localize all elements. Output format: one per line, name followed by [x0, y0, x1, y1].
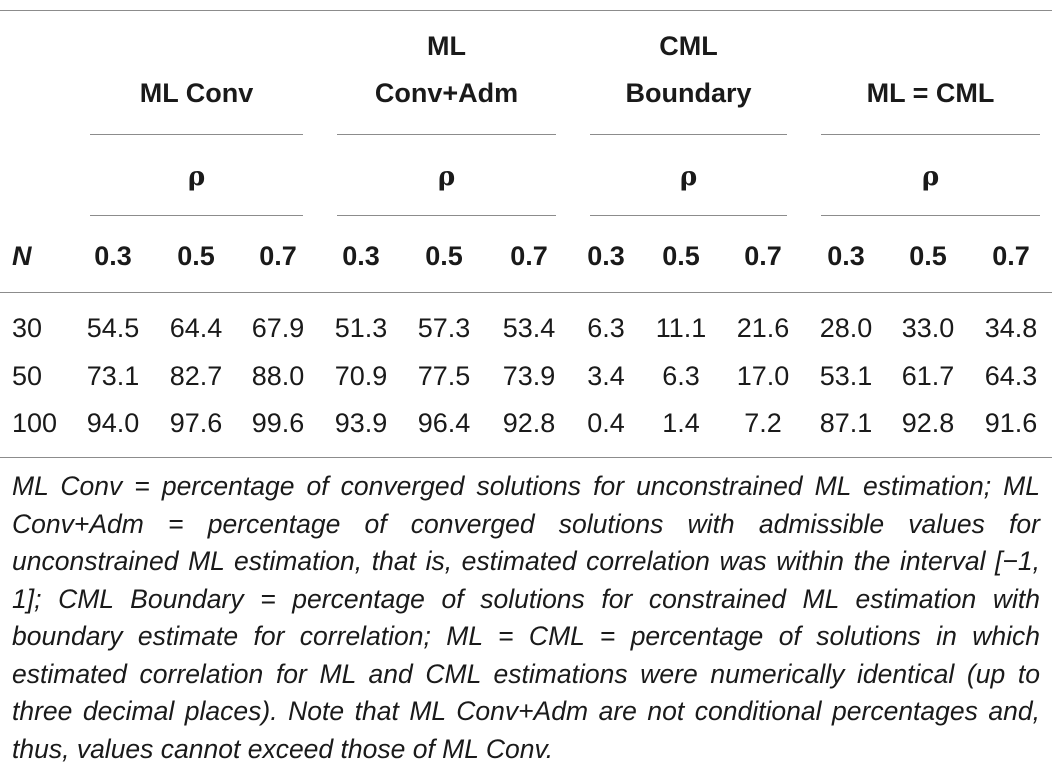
rho-rule-cml-boundary: [590, 215, 787, 216]
table-cell: 91.6: [984, 408, 1038, 438]
rho-rule-ml-eq-cml: [821, 215, 1040, 216]
table-cell: 97.6: [169, 408, 223, 438]
table-cell: 0.4: [587, 408, 625, 438]
rho-rule-ml-conv-adm: [337, 215, 556, 216]
table-cell: 73.9: [502, 361, 556, 391]
row-n-label: 30: [12, 313, 43, 343]
table-cell: 92.8: [901, 408, 955, 438]
table-cell: 6.3: [662, 361, 700, 391]
table-cell: 82.7: [169, 361, 223, 391]
rho-subheader: ρ: [187, 162, 206, 192]
table-cell: 6.3: [587, 313, 625, 343]
rho-value-header: 0.5: [425, 241, 463, 271]
table-cell: 92.8: [502, 408, 556, 438]
group-rule-ml-eq-cml: [821, 134, 1040, 135]
row-n-label: 100: [12, 408, 58, 438]
rho-value-header: 0.7: [510, 241, 548, 271]
table-cell: 21.6: [736, 313, 790, 343]
table-cell: 28.0: [819, 313, 873, 343]
group-title-ml-conv-adm: ML Conv+Adm: [374, 31, 519, 108]
rho-value-header: 0.5: [662, 241, 700, 271]
table-cell: 77.5: [417, 361, 471, 391]
rho-value-header: 0.7: [259, 241, 297, 271]
rho-value-header: 0.3: [827, 241, 865, 271]
table-cell: 88.0: [251, 361, 305, 391]
table-cell: 57.3: [417, 313, 471, 343]
table-cell: 87.1: [819, 408, 873, 438]
table-cell: 51.3: [334, 313, 388, 343]
rho-subheader: ρ: [437, 162, 456, 192]
group-title-ml-conv: ML Conv: [139, 78, 254, 108]
table-footnote: ML Conv = percentage of converged solutions for unconstrained ML estimation; ML Conv+Adm = percentage of converged solutions with admissible values for unconstrained ML estimation, that is, estimated correlation was within the interval [−1, 1]; CML Boundary = percentage of solutions for constrained ML estimation with boundary estimate for correlation; ML = CML = percentage of solutions in which estimated correlation for ML and CML estimations were numerically identical (up to three decimal places). Note that ML Conv+Adm are not conditional percentages and, thus, values cannot exceed those of ML Conv.: [12, 471, 1040, 764]
rho-value-header: 0.5: [177, 241, 215, 271]
table-cell: 67.9: [251, 313, 305, 343]
rho-value-header: 0.5: [909, 241, 947, 271]
group-title-ml-eq-cml: ML = CML: [866, 78, 995, 108]
group-rule-ml-conv-adm: [337, 134, 556, 135]
header-bottom-rule: [0, 292, 1052, 293]
table-cell: 1.4: [662, 408, 700, 438]
table-cell: 7.2: [744, 408, 782, 438]
table-cell: 53.4: [502, 313, 556, 343]
table-cell: 73.1: [86, 361, 140, 391]
table-cell: 17.0: [736, 361, 790, 391]
table-cell: 54.5: [86, 313, 140, 343]
group-rule-cml-boundary: [590, 134, 787, 135]
table-cell: 3.4: [587, 361, 625, 391]
rho-subheader: ρ: [921, 162, 940, 192]
table-cell: 34.8: [984, 313, 1038, 343]
rho-subheader: ρ: [679, 162, 698, 192]
table-cell: 64.3: [984, 361, 1038, 391]
table-cell: 64.4: [169, 313, 223, 343]
rho-value-header: 0.7: [992, 241, 1030, 271]
row-n-label: 50: [12, 361, 43, 391]
table-cell: 96.4: [417, 408, 471, 438]
rho-value-header: 0.3: [587, 241, 625, 271]
table-cell: 70.9: [334, 361, 388, 391]
rho-value-header: 0.7: [744, 241, 782, 271]
group-rule-ml-conv: [90, 134, 303, 135]
rho-value-header: 0.3: [342, 241, 380, 271]
top-rule: [0, 10, 1052, 11]
table-cell: 99.6: [251, 408, 305, 438]
rho-rule-ml-conv: [90, 215, 303, 216]
table-cell: 93.9: [334, 408, 388, 438]
group-title-cml-boundary: CML Boundary: [625, 31, 752, 108]
n-column-header: N: [12, 241, 32, 271]
table-cell: 94.0: [86, 408, 140, 438]
table-bottom-rule: [0, 457, 1052, 458]
table-cell: 33.0: [901, 313, 955, 343]
rho-value-header: 0.3: [94, 241, 132, 271]
table-cell: 61.7: [901, 361, 955, 391]
table-cell: 53.1: [819, 361, 873, 391]
table-cell: 11.1: [655, 313, 707, 343]
